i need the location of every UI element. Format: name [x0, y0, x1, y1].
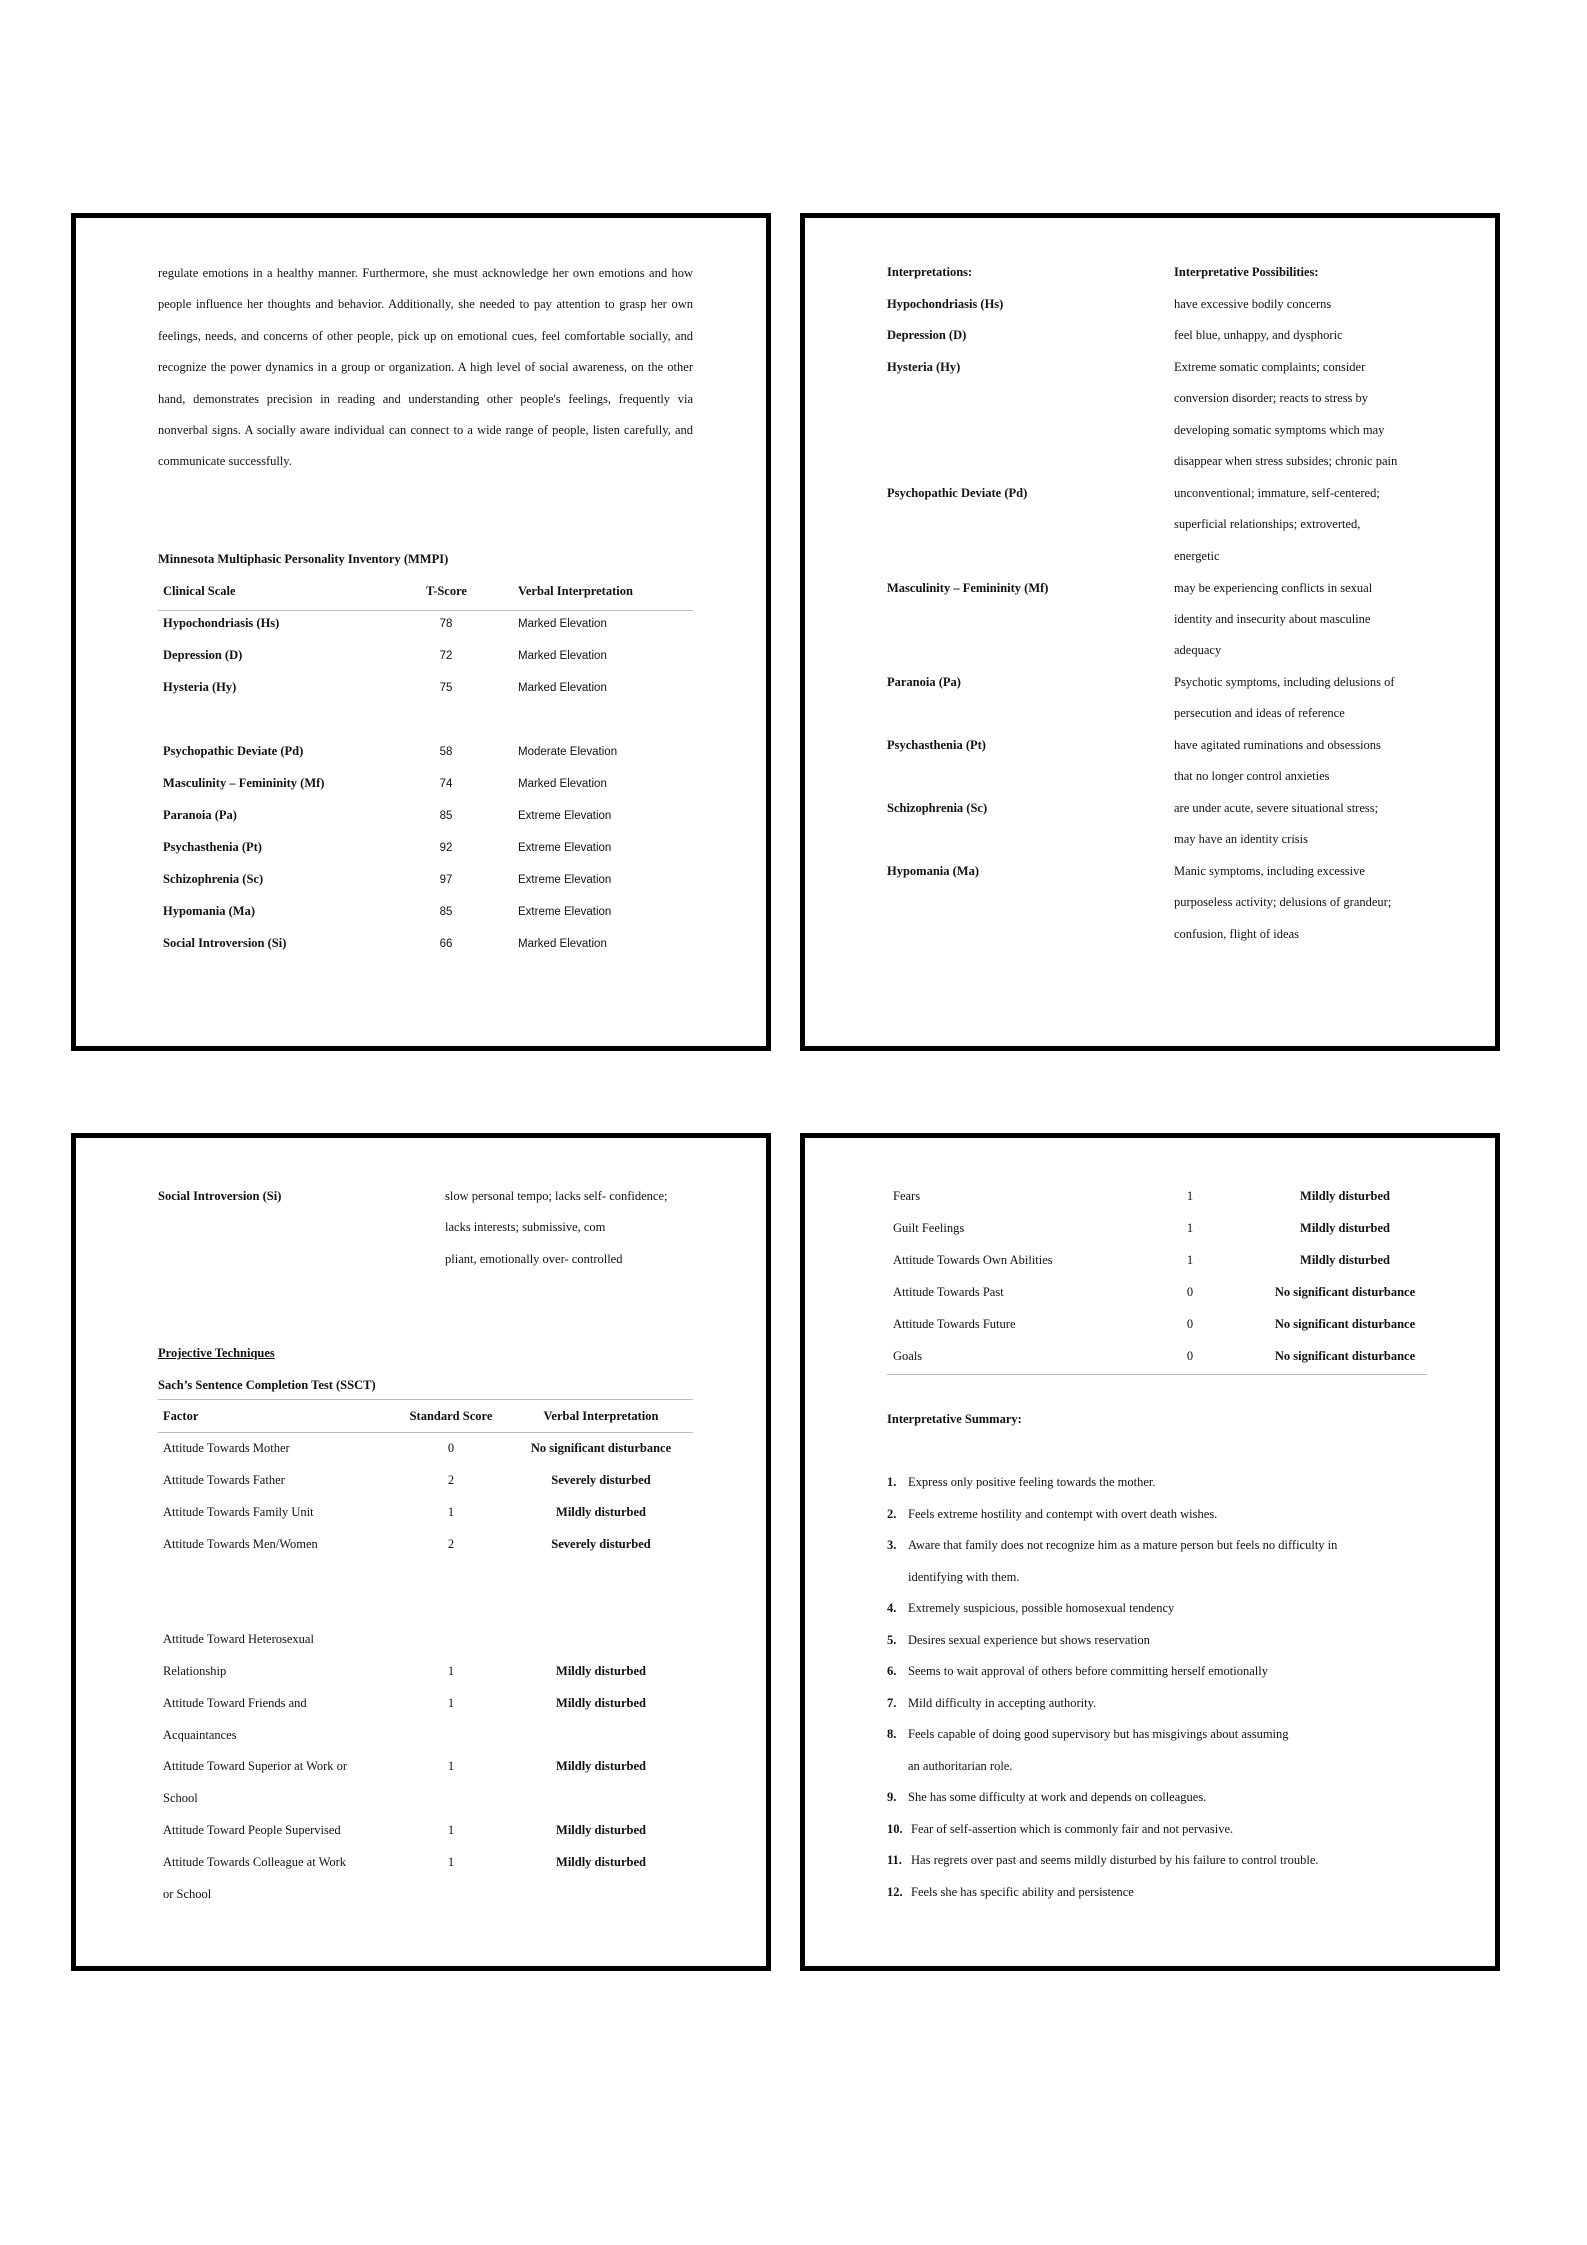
- mmpi-scale: Hysteria (Hy): [163, 680, 237, 694]
- ssct-score: 1: [1186, 1221, 1194, 1235]
- ssct-factor-cont: Relationship: [163, 1664, 227, 1678]
- interpretation-line: energetic: [1174, 549, 1220, 563]
- mmpi-tscore: 66: [439, 938, 453, 950]
- interpretation-line: that no longer control anxieties: [1174, 769, 1330, 783]
- ssct-verbal: Mildly disturbed: [1300, 1221, 1390, 1235]
- mmpi-tscore: 75: [439, 682, 453, 694]
- ssct-factor: Attitude Toward Friends and: [163, 1696, 307, 1710]
- ssct-factor: Guilt Feelings: [893, 1221, 965, 1235]
- mmpi-scale: Hypomania (Ma): [163, 904, 256, 918]
- scale-sc: Schizophrenia (Sc): [887, 801, 988, 815]
- ssct-verbal: Mildly disturbed: [556, 1505, 646, 1519]
- summary-number: 8.: [887, 1727, 897, 1741]
- ssct-header-verbal: Verbal Interpretation: [543, 1409, 659, 1423]
- mmpi-verbal: Marked Elevation: [518, 650, 607, 662]
- ssct-header-rule: [158, 1432, 693, 1433]
- ssct-verbal: Mildly disturbed: [1300, 1189, 1390, 1203]
- ssct-verbal: Mildly disturbed: [556, 1823, 646, 1837]
- ssct-verbal: No significant disturbance: [1274, 1285, 1416, 1299]
- ssct-verbal: Mildly disturbed: [556, 1664, 646, 1678]
- mmpi-verbal: Moderate Elevation: [518, 746, 618, 758]
- ssct-factor: Attitude Towards Future: [893, 1317, 1016, 1331]
- mmpi-tscore: 78: [439, 618, 453, 630]
- intro-paragraph: regulate emotions in a healthy manner. Furthermore, she must acknowledge her own emotions and how people influence her thoughts and behavior. Additionally, she needed to pay attention to grasp her own feelings, needs, and concerns of other people, pick up on emotional cues, feel comfortable socially, and recognize the power dynamics in a group or organization. A high level of social awareness, on the other hand, demonstrates precision in reading and understanding other people's feelings, frequently via nonverbal signs. A socially aware individual can connect to a wide range of people, listen carefully, and communicate successfully.: [158, 266, 693, 469]
- interpretations-header: Interpretations:: [887, 265, 973, 279]
- ssct-header-factor: Factor: [163, 1409, 199, 1423]
- interpretation-line: purposeless activity; delusions of grandeur;: [1174, 895, 1392, 909]
- ssct-score: 1: [1186, 1253, 1194, 1267]
- summary-text: Mild difficulty in accepting authority.: [908, 1696, 1097, 1710]
- interpretation-line: are under acute, severe situational stress;: [1174, 801, 1379, 815]
- summary-text: Has regrets over past and seems mildly disturbed by his failure to control trouble.: [911, 1853, 1319, 1867]
- mmpi-verbal: Marked Elevation: [518, 618, 607, 630]
- interpretation-line: feel blue, unhappy, and dysphoric: [1174, 328, 1343, 342]
- summary-number: 3.: [887, 1538, 897, 1552]
- mmpi-scale: Depression (D): [163, 648, 243, 662]
- interpretation-line: Manic symptoms, including excessive: [1174, 864, 1365, 878]
- mmpi-verbal: Marked Elevation: [518, 682, 607, 694]
- summary-number: 5.: [887, 1633, 897, 1647]
- ssct-score: 0: [447, 1441, 455, 1455]
- summary-text: She has some difficulty at work and depends on colleagues.: [908, 1790, 1207, 1804]
- mmpi-scale: Schizophrenia (Sc): [163, 872, 264, 886]
- mmpi-tscore: 85: [439, 810, 453, 822]
- summary-text: Aware that family does not recognize him as a mature person but feels no difficulty in: [908, 1538, 1338, 1552]
- mmpi-verbal: Extreme Elevation: [518, 810, 612, 822]
- scale-hy: Hysteria (Hy): [887, 360, 961, 374]
- ssct-verbal: No significant disturbance: [530, 1441, 672, 1455]
- ssct-score: 1: [447, 1855, 455, 1869]
- interpretation-line: identity and insecurity about masculine: [1174, 612, 1371, 626]
- ssct-factor: Attitude Towards Colleague at Work: [163, 1855, 347, 1869]
- ssct-score: 0: [1186, 1317, 1194, 1331]
- ssct-factor-cont: School: [163, 1791, 198, 1805]
- possibilities-header: Interpretative Possibilities:: [1174, 265, 1319, 279]
- ssct-score: 0: [1186, 1349, 1194, 1363]
- summary-number: 4.: [887, 1601, 897, 1615]
- ssct-verbal: Mildly disturbed: [556, 1759, 646, 1773]
- mmpi-scale: Hypochondriasis (Hs): [163, 616, 280, 630]
- mmpi-verbal: Marked Elevation: [518, 938, 607, 950]
- ssct-factor: Attitude Towards Father: [163, 1473, 285, 1487]
- interpretation-line: confusion, flight of ideas: [1174, 927, 1299, 941]
- ssct-verbal: No significant disturbance: [1274, 1349, 1416, 1363]
- mmpi-scale: Paranoia (Pa): [163, 808, 237, 822]
- ssct-verbal: Severely disturbed: [551, 1473, 651, 1487]
- ssct-score: 2: [447, 1537, 455, 1551]
- summary-text: Extremely suspicious, possible homosexual tendency: [908, 1601, 1175, 1615]
- ssct-factor: Attitude Toward Heterosexual: [163, 1632, 314, 1646]
- page-4: [800, 1133, 1500, 1971]
- mmpi-verbal: Marked Elevation: [518, 778, 607, 790]
- mmpi-scale: Psychasthenia (Pt): [163, 840, 262, 854]
- mmpi-scale: Masculinity – Femininity (Mf): [163, 776, 325, 790]
- interpretation-line: adequacy: [1174, 643, 1222, 657]
- mmpi-scale: Social Introversion (Si): [163, 936, 287, 950]
- scale-pt: Psychasthenia (Pt): [887, 738, 986, 752]
- interpretation-line: may have an identity crisis: [1174, 832, 1308, 846]
- ssct-title: Sach’s Sentence Completion Test (SSCT): [158, 1378, 376, 1392]
- ssct-factor: Attitude Towards Men/Women: [163, 1537, 318, 1551]
- summary-title: Interpretative Summary:: [887, 1412, 1022, 1426]
- mmpi-header-rule: [158, 610, 693, 611]
- mmpi-header-tscore: T-Score: [426, 584, 467, 598]
- ssct-factor: Attitude Towards Family Unit: [163, 1505, 314, 1519]
- mmpi-tscore: 92: [439, 842, 453, 854]
- interpretation-line: unconventional; immature, self-centered;: [1174, 486, 1380, 500]
- ssct-factor: Goals: [893, 1349, 923, 1363]
- ssct-score: 1: [447, 1823, 455, 1837]
- interpretation-line: may be experiencing conflicts in sexual: [1174, 581, 1373, 595]
- ssct-verbal: Mildly disturbed: [556, 1696, 646, 1710]
- summary-number: 12.: [887, 1885, 903, 1899]
- summary-text: Feels she has specific ability and persistence: [911, 1885, 1134, 1899]
- summary-number: 11.: [887, 1853, 902, 1867]
- page-3: [71, 1133, 771, 1971]
- ssct-score: 1: [447, 1696, 455, 1710]
- interpretation-line: Extreme somatic complaints; consider: [1174, 360, 1366, 374]
- mmpi-header-verbal: Verbal Interpretation: [518, 584, 633, 598]
- summary-text: Seems to wait approval of others before committing herself emotionally: [908, 1664, 1268, 1678]
- ssct-factor: Fears: [893, 1189, 921, 1203]
- interpretation-line: disappear when stress subsides; chronic pain: [1174, 454, 1398, 468]
- si-line: slow personal tempo; lacks self- confidence;: [445, 1189, 668, 1203]
- summary-number: 6.: [887, 1664, 897, 1678]
- summary-text: Fear of self-assertion which is commonly fair and not pervasive.: [911, 1822, 1234, 1836]
- interpretation-line: Psychotic symptoms, including delusions of: [1174, 675, 1395, 689]
- mmpi-header-scale: Clinical Scale: [163, 584, 236, 598]
- ssct-score: 1: [447, 1664, 455, 1678]
- summary-number: 2.: [887, 1507, 897, 1521]
- interpretation-line: superficial relationships; extroverted,: [1174, 517, 1361, 531]
- interpretation-line: have agitated ruminations and obsessions: [1174, 738, 1381, 752]
- si-label: Social Introversion (Si): [158, 1189, 282, 1203]
- mmpi-tscore: 97: [439, 874, 453, 886]
- page-2: [800, 213, 1500, 1051]
- interpretation-line: persecution and ideas of reference: [1174, 706, 1345, 720]
- mmpi-tscore: 72: [439, 650, 453, 662]
- ssct-bottom-rule: [887, 1374, 1427, 1375]
- ssct-factor-cont: Acquaintances: [163, 1728, 237, 1742]
- mmpi-verbal: Extreme Elevation: [518, 874, 612, 886]
- mmpi-tscore: 74: [439, 778, 453, 790]
- ssct-score: 2: [447, 1473, 455, 1487]
- ssct-factor: Attitude Towards Own Abilities: [893, 1253, 1053, 1267]
- summary-text: Feels extreme hostility and contempt with overt death wishes.: [908, 1507, 1218, 1521]
- si-line: lacks interests; submissive, com: [445, 1220, 606, 1234]
- summary-number: 1.: [887, 1475, 897, 1489]
- ssct-score: 1: [447, 1759, 455, 1773]
- mmpi-title: Minnesota Multiphasic Personality Inventory (MMPI): [158, 552, 449, 566]
- ssct-factor: Attitude Towards Past: [893, 1285, 1004, 1299]
- summary-text: Feels capable of doing good supervisory but has misgivings about assuming: [908, 1727, 1289, 1741]
- scale-d: Depression (D): [887, 328, 967, 342]
- mmpi-tscore: 58: [439, 746, 453, 758]
- summary-text-cont: an authoritarian role.: [908, 1759, 1013, 1773]
- mmpi-scale: Psychopathic Deviate (Pd): [163, 744, 304, 758]
- mmpi-verbal: Extreme Elevation: [518, 842, 612, 854]
- ssct-factor: Attitude Towards Mother: [163, 1441, 290, 1455]
- ssct-score: 1: [447, 1505, 455, 1519]
- ssct-verbal: Mildly disturbed: [556, 1855, 646, 1869]
- summary-text: Desires sexual experience but shows reservation: [908, 1633, 1150, 1647]
- page-1: [71, 213, 771, 1051]
- ssct-verbal: No significant disturbance: [1274, 1317, 1416, 1331]
- ssct-verbal: Severely disturbed: [551, 1537, 651, 1551]
- mmpi-verbal: Extreme Elevation: [518, 906, 612, 918]
- ssct-header-score: Standard Score: [409, 1409, 493, 1423]
- ssct-factor-cont: or School: [163, 1887, 212, 1901]
- summary-text: Express only positive feeling towards the mother.: [908, 1475, 1156, 1489]
- summary-number: 9.: [887, 1790, 897, 1804]
- scale-pd: Psychopathic Deviate (Pd): [887, 486, 1028, 500]
- summary-text-cont: identifying with them.: [908, 1570, 1020, 1584]
- ssct-factor: Attitude Toward People Supervised: [163, 1823, 341, 1837]
- si-line: pliant, emotionally over- controlled: [445, 1252, 623, 1266]
- ssct-score: 0: [1186, 1285, 1194, 1299]
- scale-hs: Hypochondriasis (Hs): [887, 297, 1004, 311]
- ssct-top-rule: [158, 1399, 693, 1400]
- scale-pa: Paranoia (Pa): [887, 675, 961, 689]
- interpretation-line: developing somatic symptoms which may: [1174, 423, 1385, 437]
- summary-number: 10.: [887, 1822, 903, 1836]
- ssct-score: 1: [1186, 1189, 1194, 1203]
- interpretation-line: conversion disorder; reacts to stress by: [1174, 391, 1369, 405]
- projective-title: Projective Techniques: [158, 1346, 275, 1360]
- ssct-verbal: Mildly disturbed: [1300, 1253, 1390, 1267]
- scale-ma: Hypomania (Ma): [887, 864, 980, 878]
- interpretation-line: have excessive bodily concerns: [1174, 297, 1332, 311]
- scale-mf: Masculinity – Femininity (Mf): [887, 581, 1049, 595]
- mmpi-tscore: 85: [439, 906, 453, 918]
- ssct-factor: Attitude Toward Superior at Work or: [163, 1759, 348, 1773]
- summary-number: 7.: [887, 1696, 897, 1710]
